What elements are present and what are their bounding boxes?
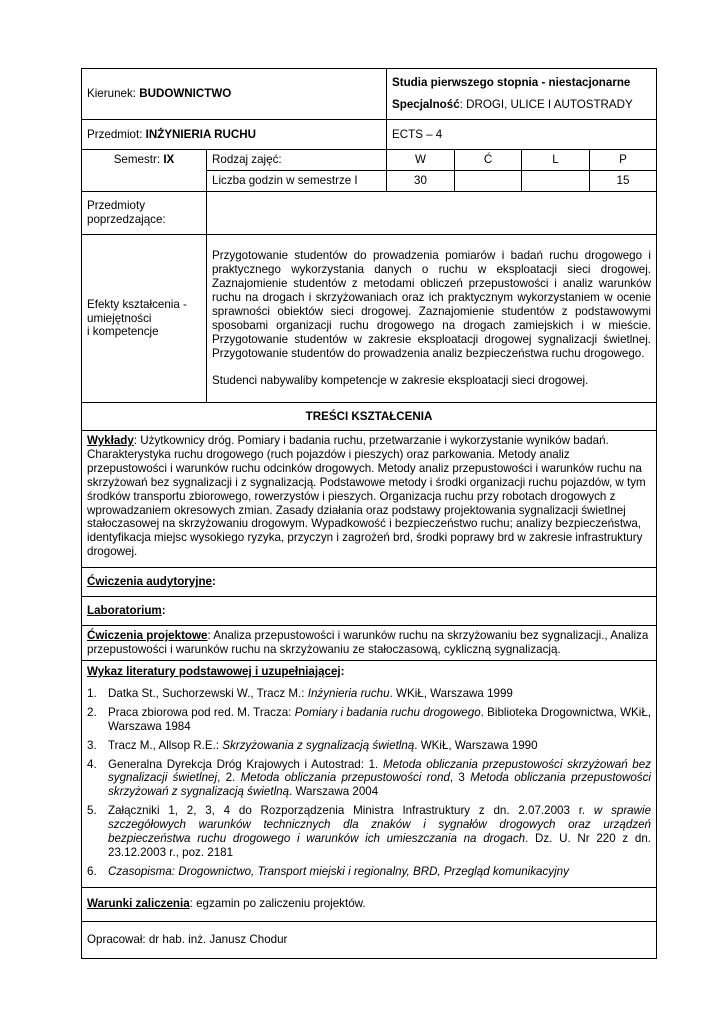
literature-item-part: , 2. (217, 771, 241, 785)
studia-text: Studia pierwszego stopnia - niestacjonarne (392, 76, 631, 90)
literature-item-part: . Dz. U. Nr 220 z dn. 23.12.2003 r., poz. 2181 (108, 832, 651, 859)
kierunek-value: BUDOWNICTWO (139, 87, 232, 101)
literature-list (87, 687, 651, 879)
przedmiot-label: Przedmiot: (87, 127, 146, 141)
warunki-text: : egzamin po zaliczeniu projektów. (189, 897, 366, 911)
literature-item-number: 2. (87, 705, 97, 719)
literature-item-number: 4. (87, 757, 97, 771)
hours-w: 30 (387, 171, 455, 192)
wyklady-label: Wykłady (87, 434, 134, 447)
literature-item (87, 865, 651, 879)
tresci-heading: TREŚCI KSZTAŁCENIA (82, 403, 657, 431)
literature-item (87, 706, 651, 734)
poprzedzajace-value (207, 192, 657, 235)
literature-item-part: Inżynieria ruchu (307, 686, 390, 700)
wyklady-cell (82, 431, 657, 568)
literature-item (87, 758, 651, 800)
literatura-heading-colon: : (340, 665, 345, 678)
efekty-label-2: umiejętności (87, 311, 152, 325)
literature-item-text (108, 687, 651, 701)
literature-item-text (108, 865, 651, 879)
literature-item-part: . Biblioteka Drogownictwa, WKiŁ, Warszawa 1984 (108, 705, 652, 733)
literature-item-text (108, 706, 651, 734)
literature-item-number: 1. (87, 686, 97, 700)
studia-cell (387, 69, 657, 120)
literature-item-part: Tracz M., Allsop R.E.: (108, 738, 223, 752)
specjalnosc-label: Specjalność (392, 98, 460, 111)
literature-item-text (108, 739, 651, 753)
literature-item-part: Załączniki 1, 2, 3, 4 do Rozporządzenia Ministra Infrastruktury z dn. 2.07.2003 r. (108, 804, 594, 818)
literature-item (87, 804, 651, 860)
literature-item-part: , 3 (449, 771, 471, 785)
literature-item-part: Metoda obliczania przepustowości skrzyżowań bez sygnalizacji świetlnej (108, 757, 652, 785)
hours-l (522, 171, 590, 192)
literature-item-part: . Warszawa 2004 (289, 785, 379, 799)
literature-item-part: . WKiŁ, Warszawa 1999 (389, 686, 513, 700)
ects-cell: ECTS – 4 (387, 120, 657, 150)
projektowe-label: Ćwiczenia projektowe (87, 629, 208, 643)
efekty-label-3: i kompetencje (87, 325, 159, 339)
kierunek-cell (82, 69, 387, 120)
laboratorium-label: Laboratorium (87, 604, 162, 618)
literatura-heading: Wykaz literatury podstawowej i uzupełniającej (87, 665, 341, 678)
col-p-header: P (590, 150, 657, 171)
syllabus-table (81, 68, 657, 959)
literature-item-part: Czasopisma: Drogownictwo, Transport miejski i regionalny, BRD, Przegląd komunikacyjny (108, 864, 569, 878)
literature-item-number: 6. (87, 864, 97, 878)
semestr-value: IX (163, 153, 175, 166)
semestr-cell (82, 150, 207, 192)
wyklady-text: : Użytkownicy dróg. Pomiary i badania ruchu, przetwarzanie i wykorzystanie wyników badań. Charakterystyka ruchu drogowego (ruch pojazdów i pieszych) oraz parkowania. Metody analiz przepustowości i warunków ruchu odcinków drogowych. Metody analiz przepustowości i warunków ruchu na skrzyżowań bez sygnalizacji i z sygnalizacją. Podstawowe metody i środki organizacji ruchu pojazdów, w tym środków transportu zbiorowego, rowerzystów i pieszych. Organizacja ruchu przy robotach drogowych z wprowadzaniem okresowych zmian. Zasady działania oraz podstawy projektowania sygnalizacji świetlnej stałoczasowej na skrzyżowaniu drogowym. Wypadkowość i bezpieczeństwo ruchu; analizy bezpieczeństwa, identyfikacja miejsc wysokiego ryzyka, przyczyn i zagrożeń brd, środki poprawy brd w zakresie infrastruktury drogowej. (87, 434, 646, 559)
audytoryjne-colon: : (212, 575, 216, 589)
przedmiot-value: INŻYNIERIA RUCHU (145, 127, 256, 141)
literature-item-text (108, 804, 651, 860)
literature-item-number: 3. (87, 738, 97, 752)
opracowal-cell: Opracował: dr hab. inż. Janusz Chodur (82, 921, 657, 958)
laboratorium-cell (82, 597, 657, 626)
przedmiot-cell (82, 120, 387, 150)
literature-item-part: Pomiary i badania ruchu drogowego (294, 705, 481, 719)
literatura-cell (82, 661, 657, 888)
specjalnosc-value: : DROGI, ULICE I AUTOSTRADY (459, 98, 633, 111)
audytoryjne-cell (82, 568, 657, 597)
laboratorium-colon: : (161, 604, 166, 618)
literature-item (87, 739, 651, 753)
literature-item-number: 5. (87, 804, 97, 818)
literature-item-part: Skrzyżowania z sygnalizacją świetlną (222, 738, 415, 752)
literature-item-part: . WKiŁ, Warszawa 1990 (414, 738, 538, 752)
efekty-label-cell (82, 235, 207, 403)
col-w-header: W (387, 150, 455, 171)
literature-item-part: w sprawie szczegółowych warunków technicznych dla znaków i sygnałów drogowych oraz urządzeń bezpieczeństwa ruchu drogowego i warunków ich umieszczania na drogach (108, 804, 652, 846)
col-c-header: Ć (455, 150, 522, 171)
efekty-text-2: Studenci nabywaliby kompetencje w zakresie eksploatacji sieci drogowej. (212, 373, 589, 387)
literature-item-part: Datka St., Suchorzewski W., Tracz M.: (108, 686, 308, 700)
literature-item-part: Praca zbiorowa pod red. M. Tracza: (108, 705, 295, 719)
rodzaj-zajec-label: Rodzaj zajęć: (207, 150, 387, 171)
literature-item-part: Metoda obliczania przepustowości skrzyżowań z sygnalizacją świetlną (108, 771, 651, 799)
col-l-header: L (522, 150, 590, 171)
hours-p: 15 (590, 171, 657, 192)
warunki-cell (82, 887, 657, 921)
literature-item-part: Generalna Dyrekcja Dróg Krajowych i Autostrad: 1. (108, 757, 383, 771)
semestr-label: Semestr: (113, 153, 164, 166)
literature-item (87, 687, 651, 701)
poprzedzajace-label: Przedmioty poprzedzające: (82, 192, 207, 235)
kierunek-label: Kierunek: (87, 87, 140, 101)
projektowe-text: : Analiza przepustowości i warunków ruchu na skrzyżowaniu bez sygnalizacji., Analiza przepustowości i warunków ruchu na skrzyżowaniu ze stałoczasową, cykliczną sygnalizacją. (87, 629, 649, 656)
audytoryjne-label: Ćwiczenia audytoryjne (87, 575, 212, 589)
hours-c (455, 171, 522, 192)
liczba-godzin-label: Liczba godzin w semestrze I (207, 171, 387, 192)
efekty-text-1: Przygotowanie studentów do prowadzenia pomiarów i badań ruchu drogowego i praktycznego wykorzystania danych o ruchu w eksploatacji sieci drogowej. Zaznajomienie studentów z metodami obliczeń przepustowości i analiz warunków ruchu na drogach i skrzyżowaniach oraz ich praktycznym wykorzystaniem w ocenie sprawności obiektów sieci drogowej. Zaznajomienie studentów z podstawowymi sposobami organizacji ruchu drogowego na drogach zamiejskich i w mieście. Przygotowanie studentów w zakresie eksploatacji drogowej sygnalizacji świetlnej. Przygotowanie studentów do prowadzenia analiz bezpieczeństwa ruchu drogowego. (212, 249, 652, 360)
efekty-text-cell (207, 235, 657, 403)
literature-item-text (108, 758, 651, 800)
literature-item-part: Metoda obliczania przepustowości rond (240, 771, 450, 785)
warunki-label: Warunki zaliczenia (87, 897, 190, 911)
projektowe-cell (82, 626, 657, 661)
efekty-label-1: Efekty kształcenia - (87, 297, 187, 311)
